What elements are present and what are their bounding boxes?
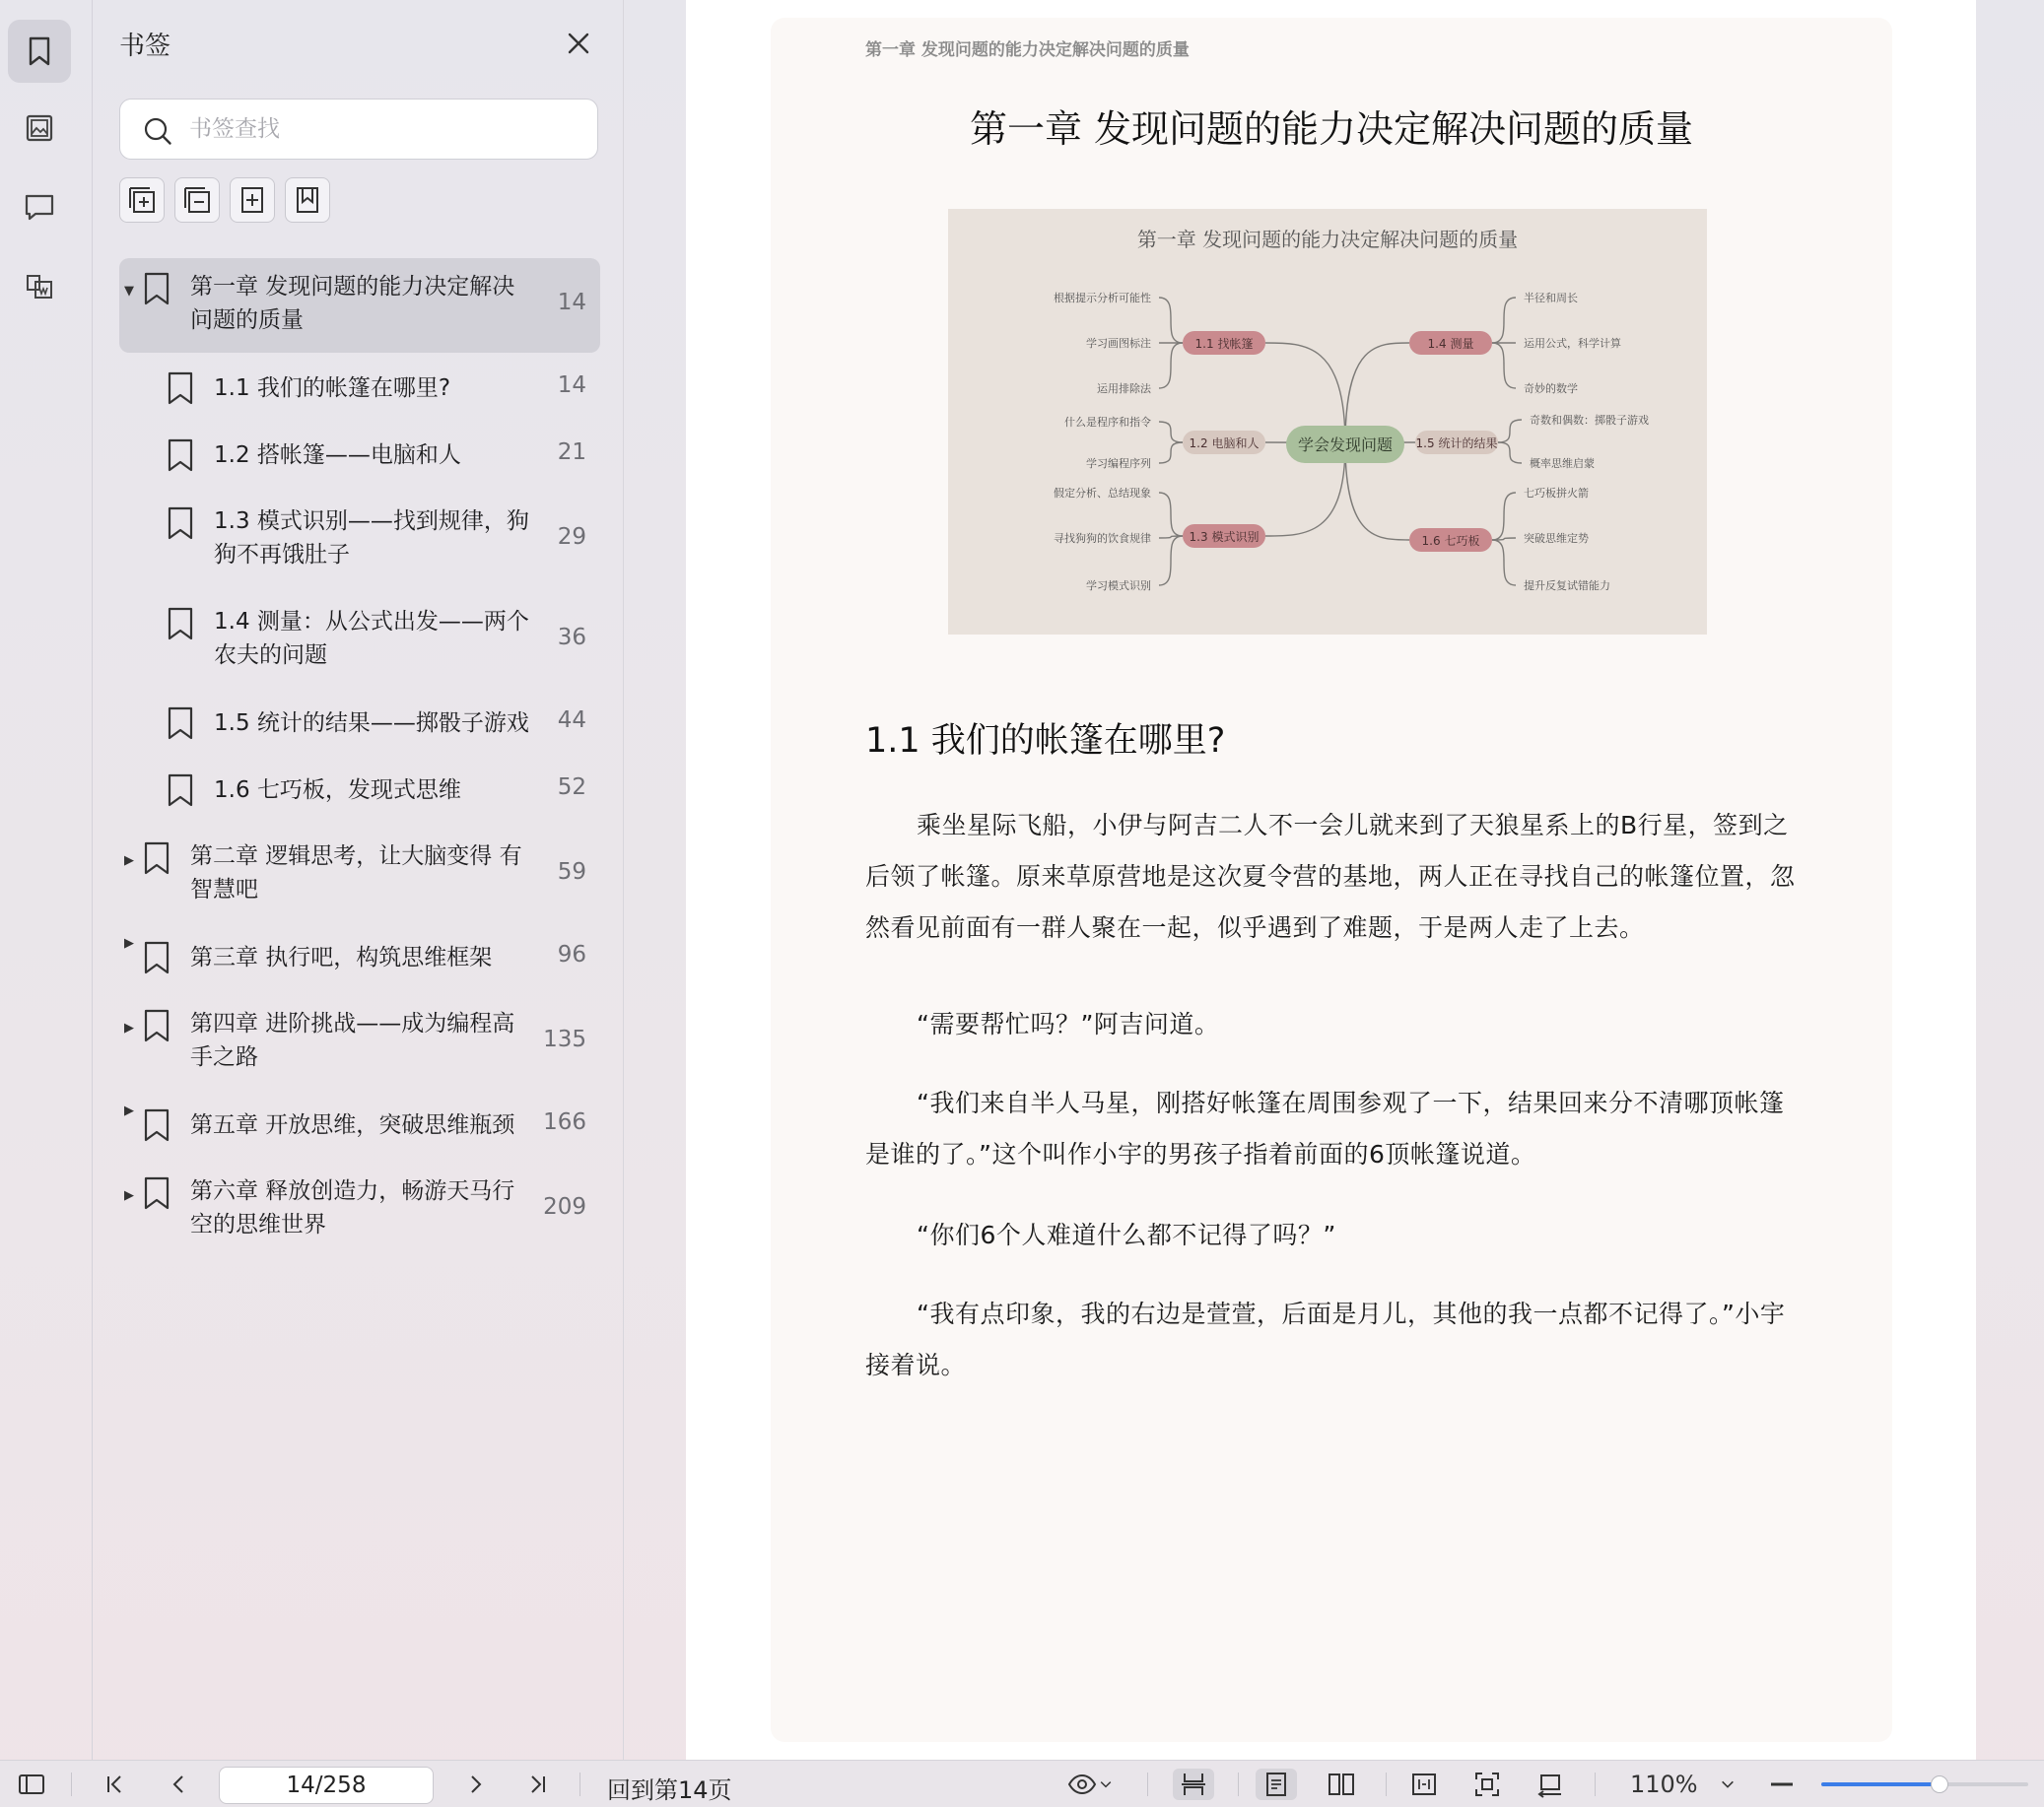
expand-toggle-icon[interactable]: ▶ [124,1104,134,1118]
two-page-icon [1327,1770,1356,1799]
mind-map-leaf: 半径和周长 [1524,292,1578,304]
divider [1147,1773,1148,1796]
last-page-button[interactable] [520,1769,554,1800]
mind-map-connector [1492,343,1516,388]
fit-page-button[interactable] [1466,1769,1508,1800]
add-bookmark-icon [237,184,268,216]
divider [1238,1773,1239,1796]
divider [71,1773,72,1796]
chapter-title: 第一章 发现问题的能力决定解决问题的质量 [969,107,1694,151]
divider [1386,1773,1387,1796]
expand-all-icon [126,184,158,216]
bookmark-item[interactable] [119,493,600,587]
paragraph: “你们6个人难道什么都不记得了吗？” [917,1221,1336,1249]
mind-map-title: 第一章 发现问题的能力决定解决问题的质量 [1136,228,1519,251]
bookmark-panel [94,0,624,1760]
bookmark-label: 第一章 发现问题的能力决定解决问题的质量 [190,274,515,333]
mind-map-leaf: 奇数和偶数：掷骰子游戏 [1530,414,1649,427]
bookmark-item[interactable] [119,995,600,1090]
mind-map-center-label: 学会发现问题 [1297,435,1394,454]
zoom-slider-handle[interactable] [1931,1775,1948,1793]
expand-toggle-icon[interactable]: ▶ [124,1188,134,1203]
divider [579,1773,580,1796]
mind-map-connector [1159,493,1183,536]
two-page-button[interactable] [1321,1769,1362,1800]
mind-map-figure [948,209,1707,635]
mind-map-connector [1159,298,1183,343]
bookmark-page-number: 209 [543,1194,586,1220]
bookmark-label: 第六章 释放创造力，畅游天马行空的思维世界 [190,1178,515,1238]
bookmark-icon [167,773,194,807]
chevron-down-icon [1097,1775,1115,1793]
bookmark-icon [143,1108,170,1142]
collapse-all-icon [181,184,213,216]
mind-map-leaf: 假定分析、总结现象 [1054,487,1151,500]
bookmark-label: 第三章 执行吧，构筑思维框架 [190,945,493,970]
bookmark-icon [143,1176,170,1210]
mind-map-leaf: 概率思维启蒙 [1530,457,1595,470]
bookmark-page-button[interactable] [285,177,330,223]
expand-all-button[interactable] [119,177,165,223]
zoom-slider[interactable] [1821,1782,2028,1786]
page-number-input[interactable] [219,1767,434,1804]
bookmark-item[interactable] [119,258,600,353]
running-head: 第一章 发现问题的能力决定解决问题的质量 [865,40,1190,60]
bookmark-item[interactable] [119,694,600,753]
mind-map-connector [1159,343,1183,388]
document-view[interactable] [686,0,1976,1760]
paragraph: 乘坐星际飞船，小伊与阿吉二人不一会儿就来到了天狼星系上的B行星，签到之后领了帐篷。原来草原营地是这次夏令营的基地，两人正在寻找自己的帐篷位置，忽然看见前面有一群人聚在一起，似乎遇到了难题，于是两人走了上去。 [865,811,1796,942]
mind-map-node-label: 1.1 找帐篷 [1194,337,1254,351]
mind-map-connector [1492,298,1516,343]
single-page-icon [1261,1770,1291,1799]
bookmark-item[interactable] [119,1163,600,1257]
mind-map-node-label: 1.5 统计的结果 [1415,436,1498,450]
bookmark-item[interactable] [119,426,600,485]
section-title: 1.1 我们的帐篷在哪里? [865,721,1226,761]
bookmark-icon [143,1009,170,1042]
bookmark-page-number: 44 [557,707,586,733]
mind-map-leaf: 学习模式识别 [1086,579,1151,592]
mind-map-leaf: 学习画图标注 [1086,337,1151,350]
bookmark-label: 1.1 我们的帐篷在哪里? [214,375,451,401]
bookmark-icon [143,272,170,305]
fit-width-icon [1409,1770,1439,1799]
mind-map-connector [1492,540,1516,585]
paragraph: “需要帮忙吗？”阿吉问道。 [917,1010,1220,1038]
eye-icon [1067,1770,1097,1799]
divider [1595,1773,1596,1796]
bookmark-label: 1.6 七巧板，发现式思维 [214,777,461,803]
bookmark-search-box[interactable] [119,99,598,160]
bookmark-label: 第四章 进阶挑战——成为编程高手之路 [190,1011,515,1070]
first-page-icon [101,1770,130,1799]
left-rail [0,0,93,1760]
single-page-button[interactable] [1256,1769,1297,1800]
mind-map-connector [1492,493,1516,540]
mind-map-leaf: 提升反复试错能力 [1524,579,1610,592]
close-icon[interactable] [561,26,596,61]
mind-map-connector [1159,536,1183,585]
bookmark-item[interactable] [119,761,600,820]
attachments-tab[interactable] [8,254,71,317]
bookmark-label: 1.3 模式识别——找到规律，狗狗不再饿肚子 [214,508,529,568]
bookmark-label: 1.5 统计的结果——掷骰子游戏 [214,710,529,736]
document-link-icon [22,268,57,303]
comments-tab[interactable] [8,175,71,238]
collapse-toggle-icon[interactable]: ▼ [124,284,134,299]
bookmark-page-number: 135 [543,1027,586,1052]
mind-map-svg [948,209,1707,635]
bookmark-label: 1.2 搭帐篷——电脑和人 [214,442,461,468]
zoom-dropdown[interactable] [1713,1769,1742,1800]
bookmark-page-number: 166 [543,1109,586,1135]
mind-map-leaf: 突破思维定势 [1524,532,1589,545]
sidebar-icon [17,1770,46,1799]
bookmark-item[interactable] [119,928,600,987]
paragraph: “我们来自半人马星，刚搭好帐篷在周围参观了一下，结果回来分不清哪顶帐篷是谁的了。”这个叫作小宇的男孩子指着前面的6顶帐篷说道。 [865,1089,1785,1169]
mind-map-connector [1159,422,1183,442]
paragraph: “我有点印象，我的右边是萱萱，后面是月儿，其他的我一点都不记得了。”小宇接着说。 [865,1300,1786,1379]
document-page [771,18,1892,1742]
mind-map-leaf: 根据提示分析可能性 [1054,292,1151,304]
mind-map-connector [1498,442,1522,463]
bookmark-page-number: 52 [557,774,586,800]
zoom-slider-fill [1821,1782,1940,1786]
previous-page-button[interactable] [162,1769,195,1800]
last-page-icon [522,1770,552,1799]
search-icon [142,115,173,147]
mind-map-leaf: 学习编程序列 [1086,457,1151,470]
expand-toggle-icon[interactable]: ▶ [124,853,134,868]
bookmark-icon [167,506,194,540]
bookmark-search-input[interactable] [189,109,583,149]
bookmark-label: 第二章 逻辑思考，让大脑变得 有智慧吧 [190,843,522,903]
mind-map-leaf: 奇妙的数学 [1524,382,1578,395]
bookmark-icon [143,841,170,875]
mind-map-node-label: 1.3 模式识别 [1189,530,1260,544]
expand-toggle-icon[interactable]: ▶ [124,936,134,951]
bookmark-icon [143,941,170,974]
bookmark-item[interactable] [119,359,600,418]
bookmarks-tab[interactable] [8,20,71,83]
first-page-button[interactable] [99,1769,132,1800]
bookmark-icon [167,371,194,405]
bookmark-label: 第五章 开放思维，突破思维瓶颈 [190,1112,515,1138]
zoom-level-label[interactable]: 110% [1630,1771,1698,1798]
bookmark-page-number: 96 [557,942,586,968]
zoom-out-button[interactable] [1764,1769,1800,1800]
comment-icon [22,189,57,225]
bookmark-icon [167,607,194,640]
chevron-down-icon [1718,1774,1737,1794]
bookmark-item[interactable] [119,1096,600,1155]
bookmark-icon [167,706,194,740]
collapse-all-button[interactable] [174,177,220,223]
image-icon [22,110,57,146]
mind-map-node-label: 1.6 七巧板 [1421,534,1480,548]
fit-width-button[interactable] [1403,1769,1445,1800]
bookmark-label: 1.4 测量：从公式出发——两个农夫的问题 [214,609,529,668]
bookmark-page-number: 21 [557,439,586,465]
mind-map-leaf: 运用排除法 [1097,382,1151,395]
expand-toggle-icon[interactable]: ▶ [124,1021,134,1036]
chevron-left-icon [164,1770,193,1799]
continuous-scroll-icon [1179,1770,1208,1799]
mind-map-connector [1498,420,1522,442]
continuous-scroll-button[interactable] [1173,1769,1214,1800]
add-bookmark-button[interactable] [230,177,275,223]
bookmark-icon [167,438,194,472]
toggle-sidebar-button[interactable] [14,1769,49,1800]
mind-map-node-label: 1.2 电脑和人 [1189,436,1260,450]
mind-map-leaf: 寻找狗狗的饮食规律 [1054,532,1151,545]
mind-map-leaf: 什么是程序和指令 [1064,416,1151,429]
mind-map-connector [1159,442,1183,463]
view-mode-dropdown[interactable] [1062,1769,1120,1800]
thumbnails-tab[interactable] [8,97,71,160]
panel-title: 书签 [119,32,171,61]
bookmark-item[interactable] [119,593,600,688]
mind-map-leaf: 运用公式，科学计算 [1524,337,1621,350]
rotate-icon [1535,1770,1565,1799]
bookmark-page-number: 29 [557,524,586,550]
mind-map-leaf: 七巧板拼火箭 [1524,487,1589,500]
bookmark-icon [292,184,323,216]
bookmark-icon [22,33,57,69]
chevron-right-icon [461,1770,491,1799]
bookmark-page-number: 14 [557,290,586,315]
next-page-button[interactable] [459,1769,493,1800]
fit-page-icon [1472,1770,1502,1799]
go-back-to-page-link[interactable]: 回到第14页 [607,1776,732,1804]
minus-icon [1767,1770,1797,1799]
mind-map-node-label: 1.4 测量 [1427,337,1474,351]
status-bar [0,1760,2044,1807]
bookmark-page-number: 36 [557,625,586,650]
rotate-page-button[interactable] [1530,1769,1571,1800]
bookmark-page-number: 59 [557,859,586,885]
bookmark-item[interactable] [119,828,600,922]
bookmark-page-number: 14 [557,372,586,398]
